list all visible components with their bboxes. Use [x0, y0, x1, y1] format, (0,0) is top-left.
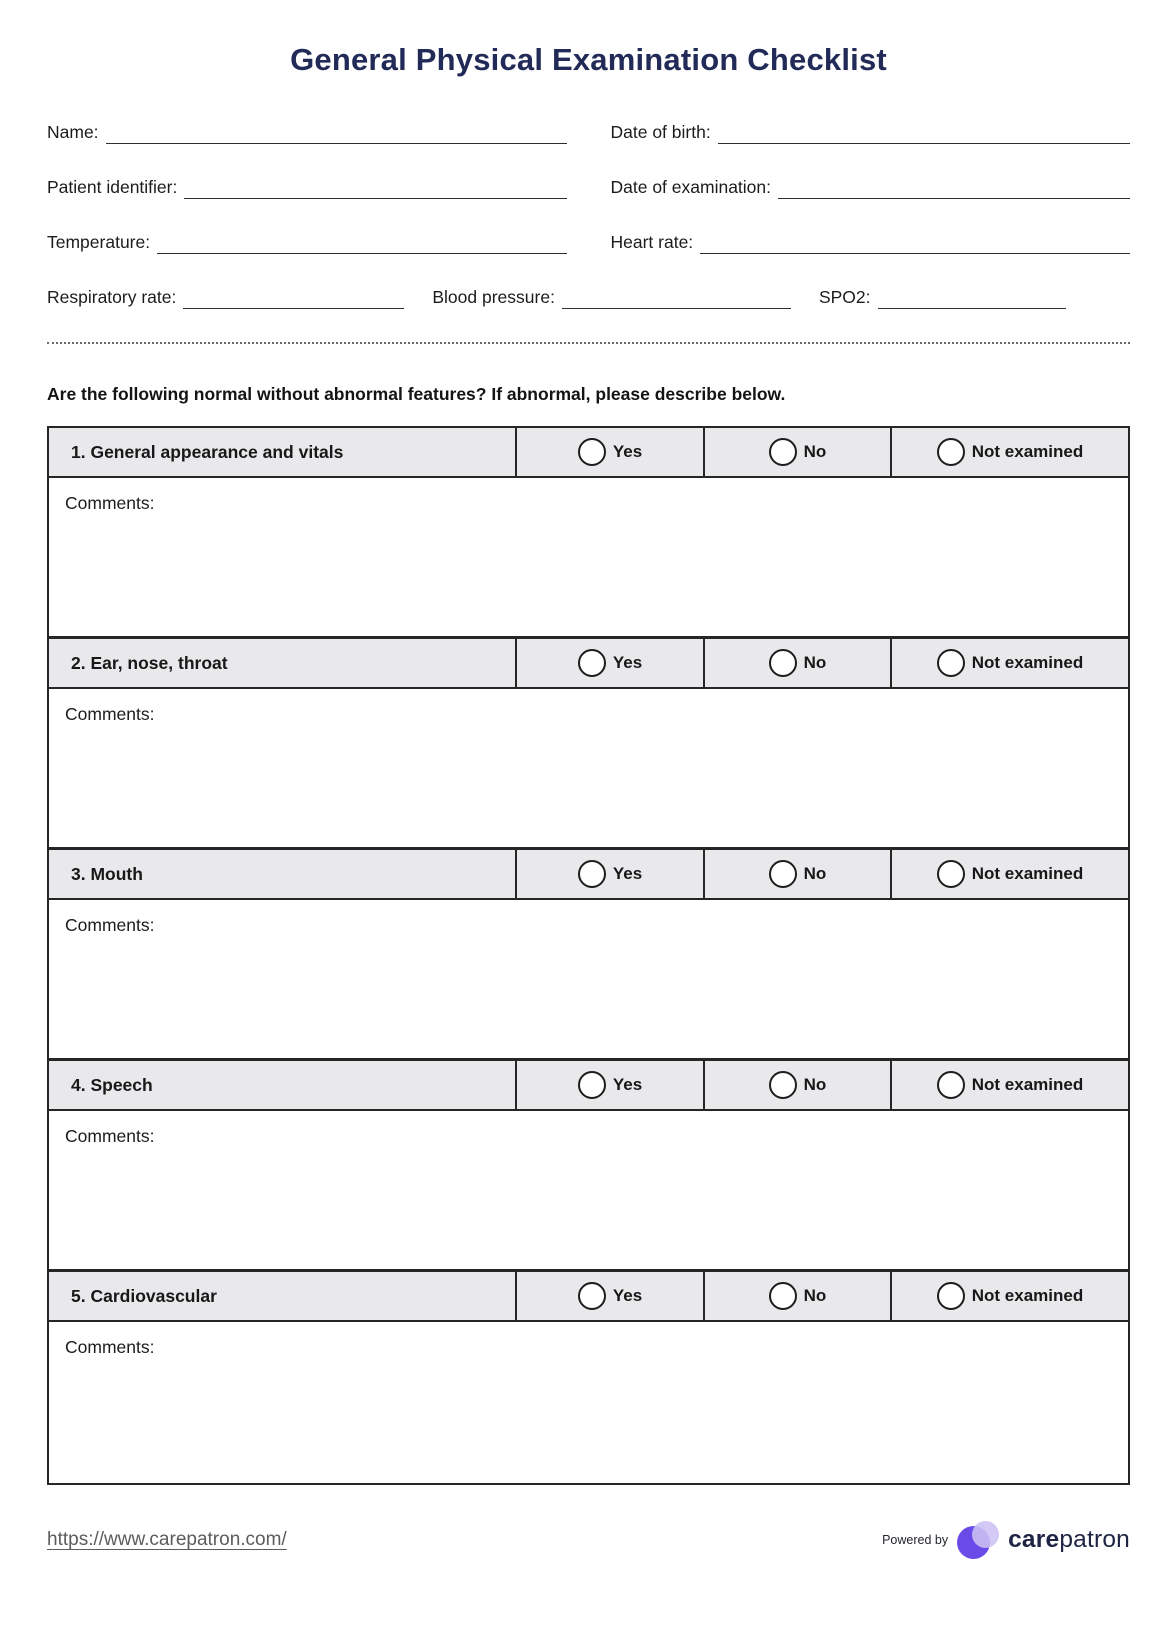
option-label: No — [803, 653, 827, 672]
item-label: 2. Ear, nose, throat — [71, 652, 228, 673]
option-no[interactable] — [705, 428, 892, 476]
temperature-field — [47, 232, 567, 254]
spo2-field-line[interactable] — [878, 288, 1066, 309]
option-label: Yes — [612, 653, 643, 672]
option-label: Yes — [612, 1286, 643, 1305]
name-field-label: Name: — [47, 122, 99, 142]
option-not-examined[interactable] — [892, 428, 1128, 476]
heart-rate-field-label: Heart rate: — [610, 232, 694, 252]
temperature-field-label: Temperature: — [47, 232, 151, 252]
date-of-birth-field-line[interactable] — [718, 123, 1130, 144]
comments-label: Comments: — [65, 1337, 155, 1357]
comments-area[interactable] — [49, 478, 1128, 639]
option-label: Yes — [612, 1075, 643, 1094]
respiratory-rate-field-label: Respiratory rate: — [47, 287, 177, 307]
section-speech — [49, 1061, 1128, 1272]
comments-area[interactable] — [49, 900, 1128, 1061]
option-not-examined[interactable] — [892, 850, 1128, 898]
item-label-cell — [49, 1061, 517, 1109]
radio-button-no[interactable] — [769, 1282, 797, 1310]
radio-button-yes[interactable] — [578, 1071, 606, 1099]
patient-info-fields — [47, 122, 1130, 309]
field-row — [47, 122, 1130, 144]
blood-pressure-field-label: Blood pressure: — [432, 287, 555, 307]
option-not-examined[interactable] — [892, 639, 1128, 687]
temperature-field-line[interactable] — [157, 233, 566, 254]
spo2-field-label: SPO2: — [818, 287, 871, 307]
logo-lavender-circle — [972, 1521, 999, 1548]
brand-wordmark — [1008, 1526, 1130, 1554]
radio-button-no[interactable] — [769, 1071, 797, 1099]
section-cardiovascular — [49, 1272, 1128, 1483]
comments-label: Comments: — [65, 704, 155, 724]
radio-button-yes[interactable] — [578, 860, 606, 888]
option-label: Yes — [612, 442, 643, 461]
name-field-line[interactable] — [106, 123, 567, 144]
section-header-row — [49, 1272, 1128, 1322]
section-header-row — [49, 639, 1128, 689]
examination-checklist-table — [47, 426, 1130, 1485]
option-yes[interactable] — [517, 1272, 705, 1320]
option-no[interactable] — [705, 639, 892, 687]
option-yes[interactable] — [517, 850, 705, 898]
blood-pressure-field-line[interactable] — [562, 288, 791, 309]
item-label-cell — [49, 850, 517, 898]
option-not-examined[interactable] — [892, 1272, 1128, 1320]
radio-button-not-examined[interactable] — [937, 438, 965, 466]
patient-identifier-field-label: Patient identifier: — [47, 177, 178, 197]
date-of-examination-field — [611, 177, 1131, 199]
date-of-birth-field — [611, 122, 1131, 144]
radio-button-not-examined[interactable] — [937, 1282, 965, 1310]
option-not-examined[interactable] — [892, 1061, 1128, 1109]
option-no[interactable] — [705, 850, 892, 898]
comments-area[interactable] — [49, 1322, 1128, 1483]
item-label-cell — [49, 1272, 517, 1320]
option-label: Not examined — [971, 864, 1084, 883]
section-header-row — [49, 428, 1128, 478]
radio-button-not-examined[interactable] — [937, 860, 965, 888]
option-label: Not examined — [971, 653, 1084, 672]
radio-button-no[interactable] — [769, 860, 797, 888]
radio-button-yes[interactable] — [578, 438, 606, 466]
comments-label: Comments: — [65, 493, 155, 513]
comments-label: Comments: — [65, 915, 155, 935]
dotted-divider — [47, 342, 1130, 344]
powered-by-label: Powered by — [882, 1533, 949, 1547]
carepatron-logo-icon — [957, 1521, 999, 1559]
option-no[interactable] — [705, 1061, 892, 1109]
section-general-appearance — [49, 428, 1128, 639]
option-label: Not examined — [971, 1075, 1084, 1094]
option-yes[interactable] — [517, 1061, 705, 1109]
item-label-cell — [49, 639, 517, 687]
comments-area[interactable] — [49, 1111, 1128, 1272]
name-field — [47, 122, 567, 144]
comments-label: Comments: — [65, 1126, 155, 1146]
option-yes[interactable] — [517, 428, 705, 476]
date-of-birth-field-label: Date of birth: — [610, 122, 711, 142]
respiratory-rate-field-line[interactable] — [183, 288, 404, 309]
option-no[interactable] — [705, 1272, 892, 1320]
option-label: Not examined — [971, 442, 1084, 461]
instruction-text: Are the following normal without abnormal features? If abnormal, please describe below. — [47, 384, 786, 404]
radio-button-not-examined[interactable] — [937, 649, 965, 677]
section-header-row — [49, 850, 1128, 900]
item-label: 5. Cardiovascular — [71, 1285, 217, 1306]
page-footer — [47, 1521, 1130, 1559]
patient-identifier-field-line[interactable] — [184, 178, 566, 199]
date-of-examination-field-line[interactable] — [778, 178, 1130, 199]
comments-area[interactable] — [49, 689, 1128, 850]
item-label: 1. General appearance and vitals — [71, 441, 344, 462]
field-row — [47, 177, 1130, 199]
option-label: No — [803, 864, 827, 883]
radio-button-yes[interactable] — [578, 649, 606, 677]
heart-rate-field — [611, 232, 1131, 254]
section-mouth — [49, 850, 1128, 1061]
option-label: Not examined — [971, 1286, 1084, 1305]
field-row — [47, 287, 1130, 309]
spo2-field — [819, 287, 1066, 309]
field-row — [47, 232, 1130, 254]
item-label: 3. Mouth — [71, 863, 143, 884]
patient-identifier-field — [47, 177, 567, 199]
option-label: No — [803, 442, 827, 461]
respiratory-rate-field — [47, 287, 404, 309]
item-label-cell — [49, 428, 517, 476]
option-label: No — [803, 1286, 827, 1305]
section-ear-nose-throat — [49, 639, 1128, 850]
date-of-examination-field-label: Date of examination: — [610, 177, 772, 197]
heart-rate-field-line[interactable] — [700, 233, 1130, 254]
option-label: Yes — [612, 864, 643, 883]
radio-button-no[interactable] — [769, 438, 797, 466]
brand-wordmark-regular: patron — [1059, 1526, 1130, 1553]
brand-wordmark-bold: care — [1008, 1526, 1060, 1553]
page-title: General Physical Examination Checklist — [290, 42, 887, 77]
option-label: No — [803, 1075, 827, 1094]
blood-pressure-field — [432, 287, 791, 309]
radio-button-yes[interactable] — [578, 1282, 606, 1310]
radio-button-not-examined[interactable] — [937, 1071, 965, 1099]
option-yes[interactable] — [517, 639, 705, 687]
section-header-row — [49, 1061, 1128, 1111]
radio-button-no[interactable] — [769, 649, 797, 677]
powered-by-brand — [882, 1521, 1130, 1559]
carepatron-site-link[interactable]: https://www.carepatron.com/ — [47, 1529, 287, 1550]
item-label: 4. Speech — [71, 1074, 153, 1095]
